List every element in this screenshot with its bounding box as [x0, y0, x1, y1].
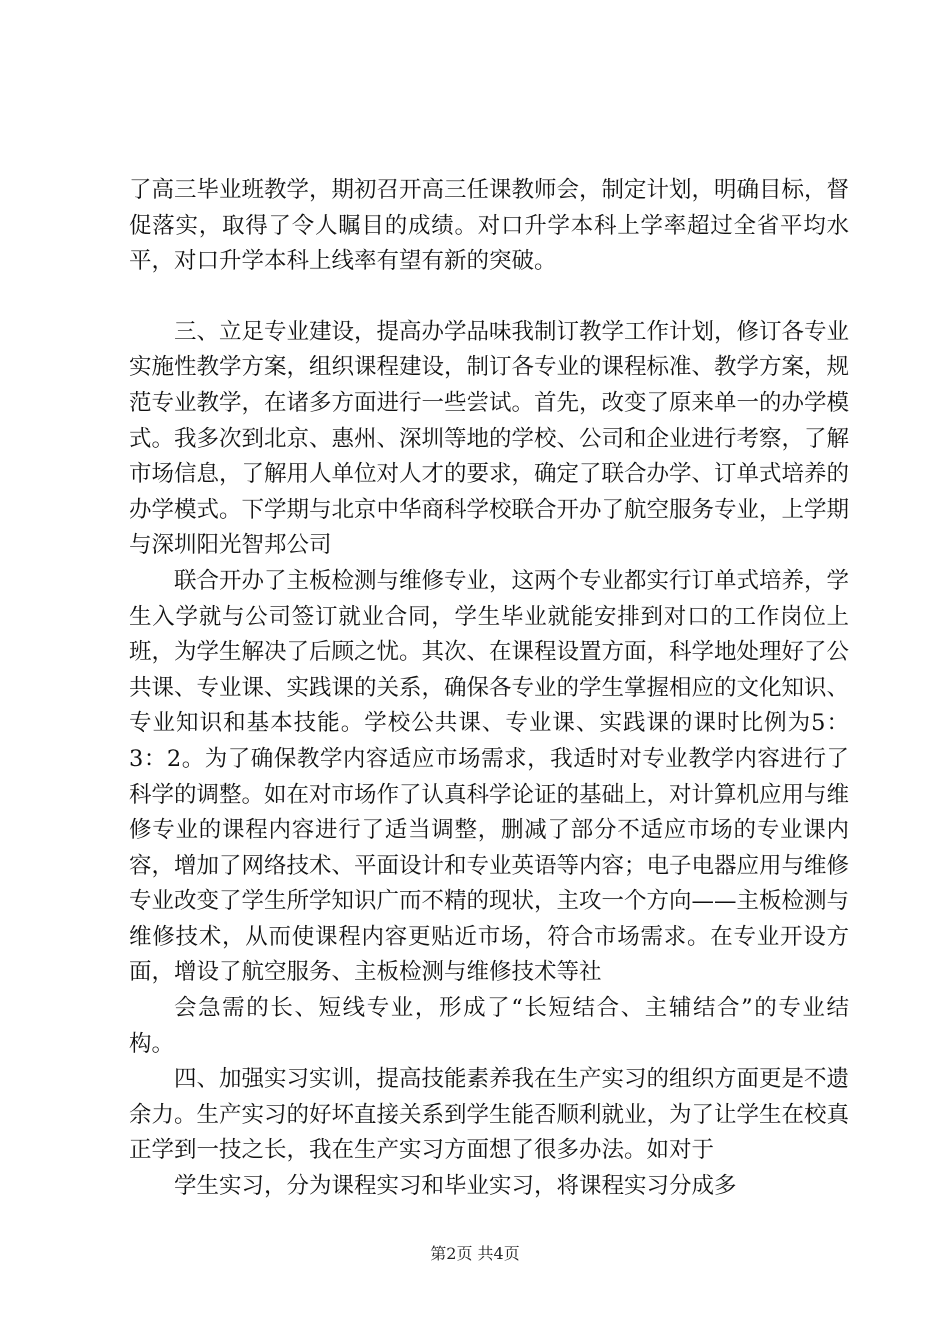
paragraph-3: 联合开办了主板检测与维修专业，这两个专业都实行订单式培养，学生入学就与公司签订就业合同，学生毕业就能安排到对口的工作岗位上班，为学生解决了后顾之忧。其次、在课程设置方面，科学地处理好了公共课、专业课、实践课的关系，确保各专业的学生掌握相应的文化知识、专业知识和基本技能。学校公共课、专业课、实践课的课时比例为5：3：2。为了确保教学内容适应市场需求，我适时对专业教学内容进行了科学的调整。如在对市场作了认真科学论证的基础上，对计算机应用与维修专业的课程内容进行了适当调整，删减了部分不适应市场的专业课内容，增加了网络技术、平面设计和专业英语等内容；电子电器应用与维修专业改变了学生所学知识广而不精的现状，主攻一个方向——主板检测与维修技术，从而使课程内容更贴近市场，符合市场需求。在专业开设方面，增设了航空服务、主板检测与维修技术等社	[129, 567, 850, 986]
paragraph-1: 了高三毕业班教学，期初召开高三任课教师会，制定计划，明确目标，督促落实，取得了令人瞩目的成绩。对口升学本科上学率超过全省平均水平，对口升学本科上线率有望有新的突破。	[129, 177, 850, 275]
paragraph-6: 学生实习，分为课程实习和毕业实习，将课程实习分成多	[174, 1173, 737, 1200]
paragraph-4: 会急需的长、短线专业，形成了“长短结合、主辅结合”的专业结构。	[129, 995, 849, 1057]
document-body	[129, 173, 849, 1205]
paragraph-2: 三、立足专业建设，提高办学品味我制订教学工作计划，修订各专业实施性教学方案，组织课程建设，制订各专业的课程标准、教学方案，规范专业教学，在诸多方面进行一些尝试。首先，改变了原来单一的办学模式。我多次到北京、惠州、深圳等地的学校、公司和企业进行考察，了解市场信息，了解用人单位对人才的要求，确定了联合办学、订单式培养的办学模式。下学期与北京中华商科学校联合开办了航空服务专业，上学期与深圳阳光智邦公司	[129, 318, 850, 559]
page-footer: 第2页 共4页	[430, 1244, 520, 1263]
paragraph-5: 四、加强实习实训，提高技能素养我在生产实习的组织方面更是不遗余力。生产实习的好坏直接关系到学生能否顺利就业，为了让学生在校真正学到一技之长，我在生产实习方面想了很多办法。如对于	[129, 1066, 850, 1164]
